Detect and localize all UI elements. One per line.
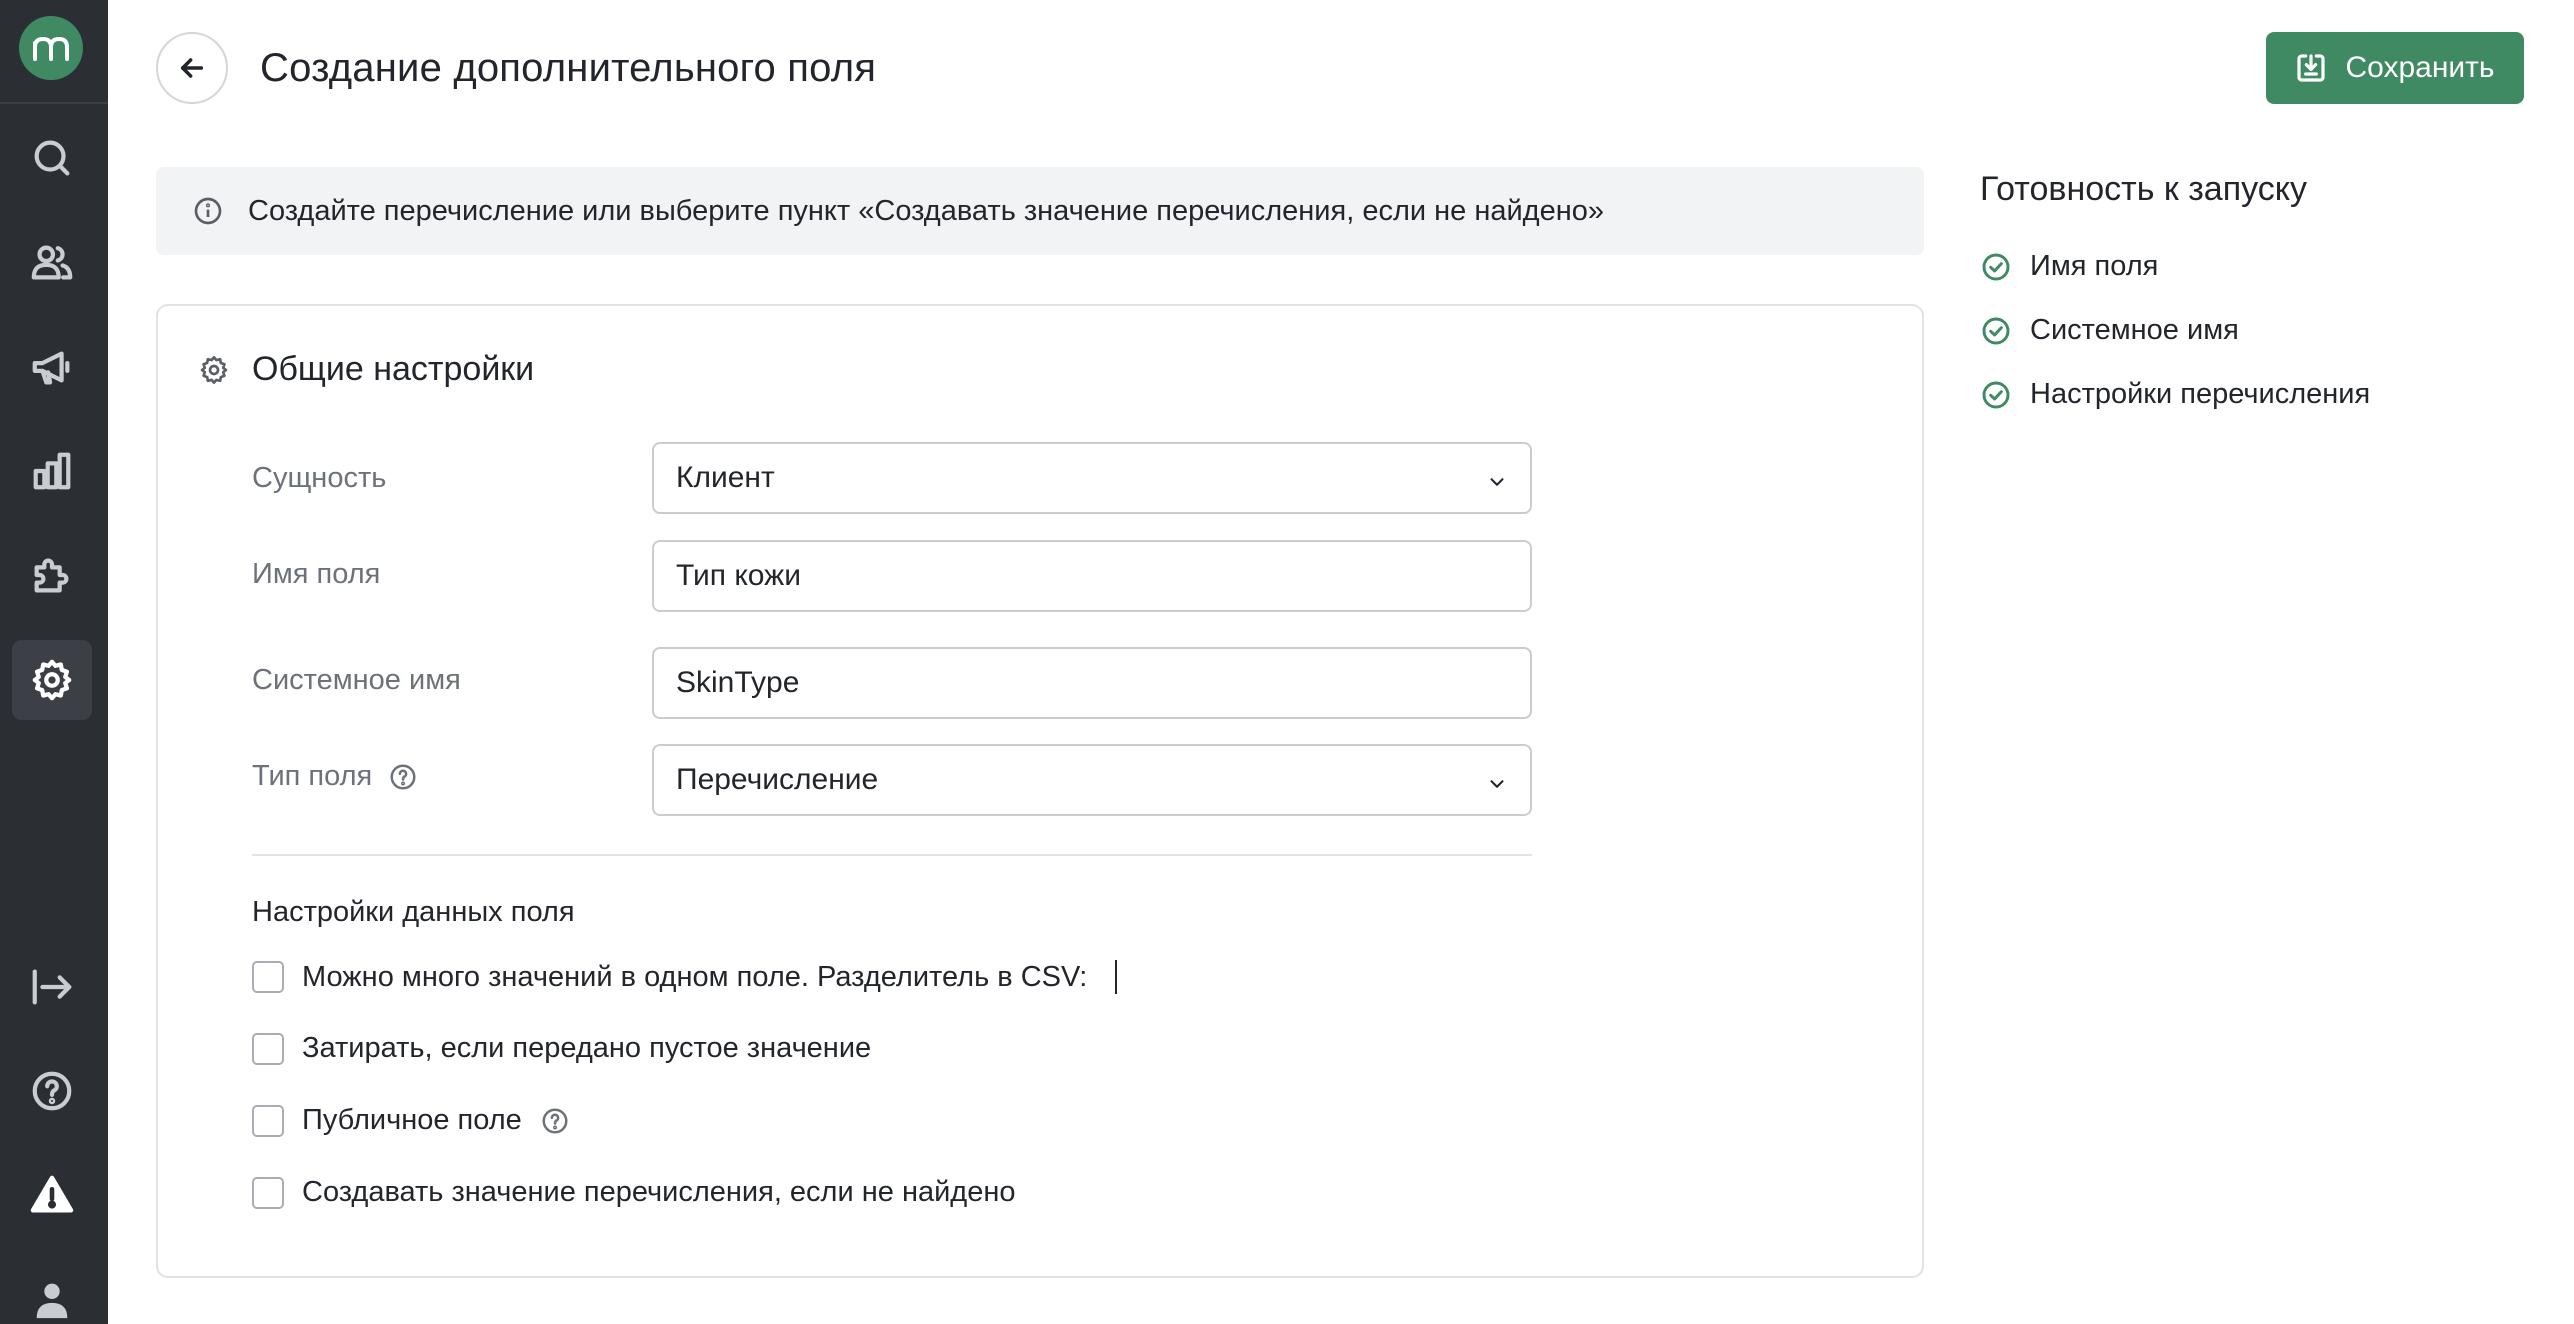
check-circle-icon: [1980, 251, 2012, 283]
card-title: Общие настройки: [252, 350, 535, 388]
megaphone-icon: [29, 344, 75, 390]
users-icon: [29, 239, 75, 285]
data-settings-title: Настройки данных поля: [252, 896, 575, 928]
system-name-input[interactable]: [676, 666, 1508, 700]
field-name-input[interactable]: [676, 559, 1508, 593]
analytics-icon: [29, 448, 75, 494]
warning-icon: [29, 1172, 75, 1218]
option-create-enum-value: [252, 1176, 1015, 1209]
sidebar-item-alerts[interactable]: [12, 1155, 92, 1235]
readiness-item-label: Имя поля: [2030, 250, 2159, 282]
field-name-label-text: Имя поля: [252, 558, 381, 590]
field-type-select-value: Перечисление: [676, 763, 879, 796]
system-name-label: [252, 664, 461, 697]
sidebar-item-integrations[interactable]: [12, 535, 92, 615]
check-circle-icon: [1980, 315, 2012, 347]
sidebar-item-settings[interactable]: [12, 640, 92, 720]
card-header: [198, 350, 534, 389]
gear-icon: [29, 657, 75, 703]
checkbox-create-enum-value[interactable]: [252, 1177, 284, 1209]
info-icon: [192, 195, 224, 227]
sidebar-item-campaigns[interactable]: [12, 327, 92, 407]
save-button-label: Сохранить: [2345, 51, 2495, 84]
option-public-field: [252, 1104, 570, 1137]
help-icon: [29, 1068, 75, 1114]
option-public-field-label: Публичное поле: [302, 1104, 522, 1136]
search-icon: [29, 135, 75, 181]
help-icon[interactable]: [540, 1106, 570, 1136]
sidebar-item-search[interactable]: [12, 118, 92, 198]
field-name-input-wrapper: [652, 540, 1532, 612]
option-clear-on-empty-label: Затирать, если передано пустое значение: [302, 1032, 872, 1064]
page-title: Создание дополнительного поля: [260, 46, 877, 90]
field-type-label-text: Тип поля: [252, 760, 373, 792]
sidebar-item-help[interactable]: [12, 1051, 92, 1131]
entity-select[interactable]: [652, 442, 1532, 514]
arrow-left-icon: [176, 52, 208, 84]
option-create-enum-value-label: Создавать значение перечисления, если не найдено: [302, 1176, 1016, 1208]
option-multiple-values: [252, 960, 1117, 994]
option-multiple-values-label: Можно много значений в одном поле. Разделитель в CSV:: [302, 960, 1088, 993]
back-button[interactable]: [156, 32, 228, 104]
user-icon: [29, 1276, 75, 1322]
puzzle-icon: [29, 552, 75, 598]
save-icon: [2295, 52, 2327, 84]
readiness-item: [1980, 378, 2370, 411]
entity-select-value: Клиент: [676, 461, 775, 494]
readiness-title: Готовность к запуску: [1980, 170, 2307, 208]
sidebar: [0, 0, 108, 1324]
readiness-item-label: Настройки перечисления: [2030, 378, 2371, 410]
chevron-down-icon: [1486, 467, 1508, 489]
sidebar-item-customers[interactable]: [12, 222, 92, 302]
entity-label: [252, 462, 386, 495]
info-banner: [156, 167, 1924, 255]
readiness-item: [1980, 314, 2239, 347]
entity-label-text: Сущность: [252, 462, 387, 494]
readiness-item: [1980, 250, 2158, 283]
sidebar-item-profile[interactable]: [12, 1259, 92, 1324]
system-name-label-text: Системное имя: [252, 664, 461, 696]
help-icon[interactable]: [388, 762, 418, 792]
check-circle-icon: [1980, 379, 2012, 411]
field-type-label: [252, 760, 418, 793]
save-button[interactable]: [2266, 32, 2524, 104]
csv-separator-input[interactable]: [1115, 960, 1117, 994]
checkbox-multiple-values[interactable]: [252, 961, 284, 993]
logo-icon: [31, 33, 71, 63]
chevron-down-icon: [1486, 769, 1508, 791]
readiness-item-label: Системное имя: [2030, 314, 2239, 346]
field-type-select[interactable]: [652, 744, 1532, 816]
field-name-label: [252, 558, 380, 591]
checkbox-clear-on-empty[interactable]: [252, 1033, 284, 1065]
gear-icon: [198, 354, 230, 386]
option-clear-on-empty: [252, 1032, 871, 1065]
system-name-input-wrapper: [652, 647, 1532, 719]
logo[interactable]: [19, 16, 83, 80]
logout-icon: [29, 964, 75, 1010]
general-settings-card: [156, 304, 1924, 1278]
section-divider: [252, 854, 1532, 856]
sidebar-item-logout[interactable]: [12, 947, 92, 1027]
banner-text: Создайте перечисление или выберите пункт «Создавать значение перечисления, если не найдено»: [248, 194, 1604, 227]
sidebar-divider: [0, 102, 108, 104]
checkbox-public-field[interactable]: [252, 1105, 284, 1137]
sidebar-item-analytics[interactable]: [12, 431, 92, 511]
